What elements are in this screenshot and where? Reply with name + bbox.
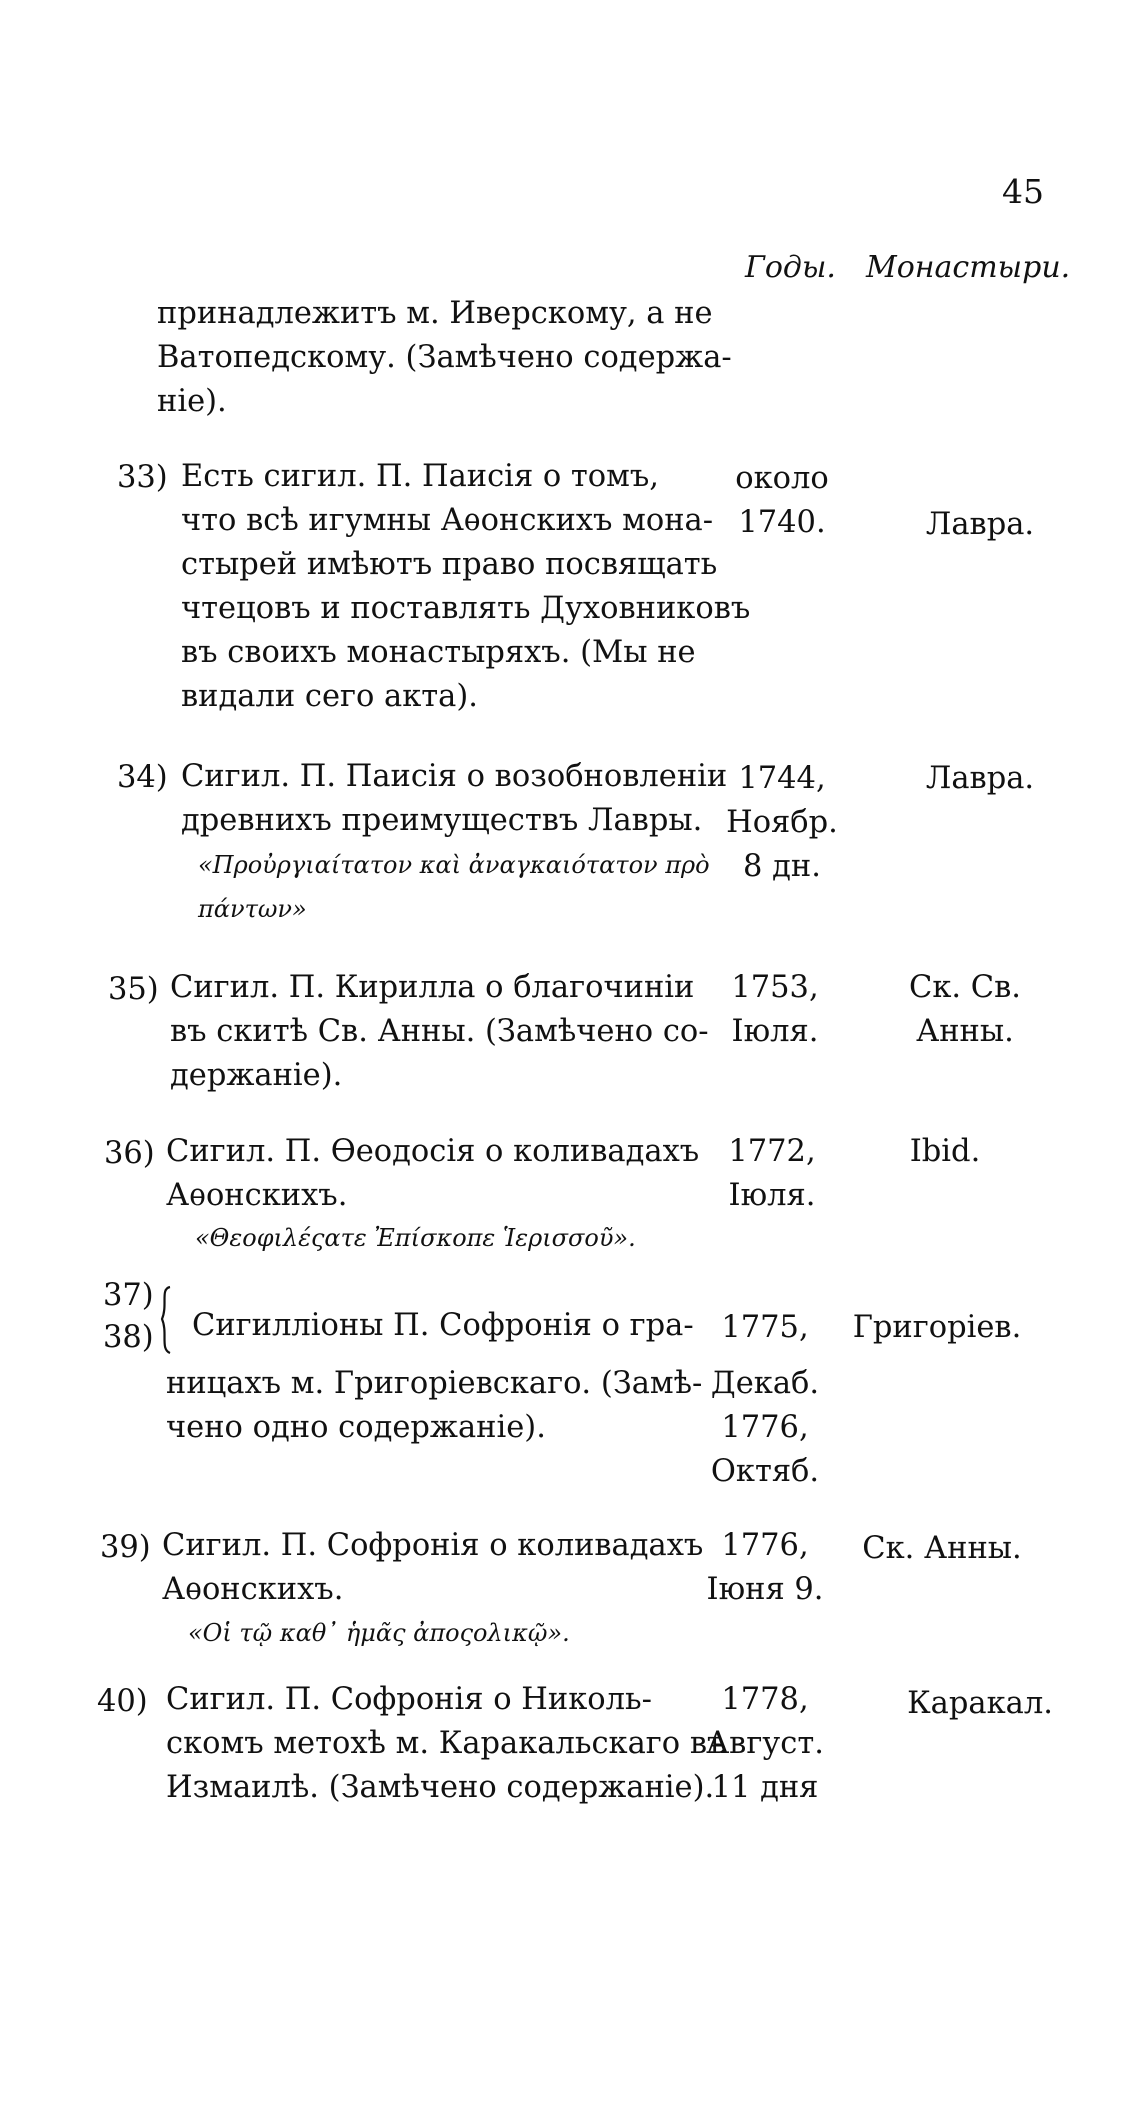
page-number: 45	[1002, 172, 1044, 211]
entry-number: 40)	[97, 1684, 148, 1719]
text-line: Сигил. П. Софронія о Николь-	[166, 1682, 652, 1717]
entry-text	[162, 1524, 703, 1612]
entry-year-continued: Декаб. 1776, Октяб.	[710, 1366, 820, 1489]
text-line: Сигил. П. Кирилла о благочиніи	[170, 970, 695, 1005]
text-line: что всѣ игумны Аѳонскихъ мона-	[181, 503, 714, 538]
entry-monastery: Ibid.	[909, 1134, 981, 1169]
text-line: видали сего акта).	[181, 679, 478, 714]
text-line: чтецовъ и поставлять Духовниковъ	[181, 591, 751, 626]
entry-year: 1744, Ноябр. 8 дн.	[726, 761, 838, 884]
curly-brace-icon	[154, 1285, 176, 1355]
entry-monastery: Лавра.	[925, 761, 1035, 796]
entry-year: 1778, Август. 11 дня	[706, 1682, 824, 1805]
entry-number: 36)	[104, 1136, 155, 1171]
text-line: Сигилліоны П. Софронія о гра-	[192, 1308, 694, 1343]
entry-text	[181, 455, 750, 719]
text-line: Есть сигил. П. Паисія о томъ,	[181, 459, 659, 494]
text-line: въ своихъ монастыряхъ. (Мы не	[181, 635, 696, 670]
header-years: Годы.	[745, 250, 836, 285]
entry-text-continued	[166, 1362, 702, 1450]
entry-number: 35)	[108, 972, 159, 1007]
text-line: древнихъ преимуществъ Лавры.	[181, 803, 703, 838]
header-monasteries: Монастыри.	[866, 250, 1071, 285]
text-line: Измаилѣ. (Замѣчено содержаніе).	[166, 1770, 715, 1805]
entry-text	[170, 966, 709, 1098]
text-line: Сигил. П. Ѳеодосія о коливадахъ	[166, 1134, 700, 1169]
text-line: Ватопедскому. (Замѣчено содержа-	[157, 340, 732, 375]
text-line: ніе).	[157, 384, 227, 419]
entry-text	[166, 1678, 726, 1810]
text-line: держаніе).	[170, 1058, 343, 1093]
entry-number: 37)	[103, 1278, 154, 1313]
greek-incipit: «Θεοφιλέςατε Ἐπίσκοπε Ἱερισσοῦ».	[195, 1224, 636, 1252]
text-line: скомъ метохѣ м. Каракальскаго въ	[166, 1726, 727, 1761]
entry-number: 38)	[103, 1320, 154, 1355]
text-line: ницахъ м. Григоріевскаго. (Замѣ-	[166, 1366, 703, 1401]
entry-monastery: Лавра.	[925, 507, 1035, 542]
entry-monastery: Каракал.	[907, 1686, 1053, 1721]
text-line: Сигил. П. Софронія о коливадахъ	[162, 1528, 704, 1563]
entry-number: 33)	[117, 460, 168, 495]
text-line: въ скитѣ Св. Анны. (Замѣчено со-	[170, 1014, 709, 1049]
entry-text	[166, 1130, 699, 1218]
greek-incipit: «Προὐργιαίτατον καὶ ἀναγκαιότατον πρὸ πάντων»	[198, 851, 710, 923]
entry-monastery: Ск. Св. Анны.	[909, 970, 1021, 1049]
entry-year: 1775,	[721, 1310, 809, 1345]
text-line: принадлежитъ м. Иверскому, а не	[157, 296, 713, 331]
entry-number: 39)	[100, 1530, 151, 1565]
text-line: стырей имѣютъ право посвящать	[181, 547, 718, 582]
text-line: чено одно содержаніе).	[166, 1410, 546, 1445]
entry-number: 34)	[117, 760, 168, 795]
entry-year: около 1740.	[735, 461, 829, 540]
text-line: Аѳонскихъ.	[166, 1178, 348, 1213]
entry-year: 1772, Іюля.	[728, 1134, 816, 1213]
entry-monastery: Григоріев.	[852, 1310, 1022, 1345]
entry-year: 1776, Іюня 9.	[706, 1528, 824, 1607]
entry-year: 1753, Іюля.	[731, 970, 819, 1049]
entry-text	[192, 1304, 694, 1348]
entry-text	[181, 755, 727, 843]
text-line: Сигил. П. Паисія о возобновленіи	[181, 759, 728, 794]
entry-monastery: Ск. Анны.	[862, 1531, 1022, 1566]
text-line: Аѳонскихъ.	[162, 1572, 344, 1607]
continuation-text	[157, 292, 732, 424]
greek-incipit: «Οἱ τῷ καθ᾽ ἡμᾶς ἀποςολικῷ».	[188, 1619, 570, 1647]
